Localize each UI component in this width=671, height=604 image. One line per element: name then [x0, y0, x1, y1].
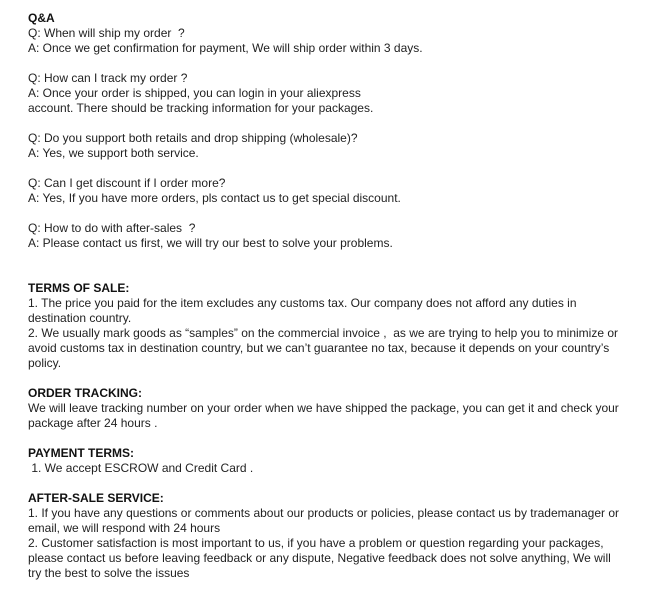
terms-of-sale-line-1: 1. The price you paid for the item excludes any customs tax. Our company does not afford any duties in [28, 296, 577, 310]
after-sale-service-heading: AFTER-SALE SERVICE: [28, 491, 164, 505]
order-tracking-section [28, 386, 661, 431]
order-tracking-line-1: We will leave tracking number on your order when we have shipped the package, you can get it and check your [28, 401, 619, 415]
qa-answer-2-line-1: A: Once your order is shipped, you can login in your aliexpress [28, 86, 361, 100]
order-tracking-heading: ORDER TRACKING: [28, 386, 142, 400]
qa-answer-2-line-2: account. There should be tracking information for your packages. [28, 101, 374, 115]
terms-of-sale-line-4: avoid customs tax in destination country, but we can’t guarantee no tax, because it depends on your country’s [28, 341, 610, 355]
qa-heading: Q&A [28, 11, 55, 25]
qa-question-3: Q: Do you support both retails and drop shipping (wholesale)? [28, 131, 358, 145]
qa-question-2: Q: How can I track my order ? [28, 71, 188, 85]
after-sale-service-line-3: 2. Customer satisfaction is most important to us, if you have a problem or question regarding your packages, [28, 536, 604, 550]
qa-answer-3: A: Yes, we support both service. [28, 146, 199, 160]
terms-of-sale-heading: TERMS OF SALE: [28, 281, 130, 295]
terms-of-sale-line-5: policy. [28, 356, 62, 370]
qa-answer-5: A: Please contact us first, we will try our best to solve your problems. [28, 236, 393, 250]
qa-answer-4: A: Yes, If you have more orders, pls contact us to get special discount. [28, 191, 401, 205]
qa-answer-1: A: Once we get confirmation for payment, We will ship order within 3 days. [28, 41, 423, 55]
qa-question-4: Q: Can I get discount if I order more? [28, 176, 226, 190]
qa-section [28, 11, 661, 251]
payment-terms-line-1: 1. We accept ESCROW and Credit Card . [28, 461, 254, 475]
after-sale-service-line-5: try the best to solve the issues [28, 566, 190, 580]
terms-of-sale-line-3: 2. We usually mark goods as “samples” on the commercial invoice , as we are trying to help you to minimize or [28, 326, 619, 340]
qa-question-1: Q: When will ship my order ? [28, 26, 185, 40]
payment-terms-heading: PAYMENT TERMS: [28, 446, 135, 460]
after-sale-service-section [28, 491, 661, 581]
qa-question-5: Q: How to do with after-sales ? [28, 221, 196, 235]
terms-of-sale-section [28, 281, 661, 371]
payment-terms-section [28, 446, 661, 476]
after-sale-service-line-2: email, we will respond with 24 hours [28, 521, 221, 535]
after-sale-service-line-1: 1. If you have any questions or comments about our products or policies, please contact us by trademanager or [28, 506, 619, 520]
after-sale-service-line-4: please contact us before leaving feedback or any dispute, Negative feedback does not solve anything, We will [28, 551, 611, 565]
terms-of-sale-line-2: destination country. [28, 311, 132, 325]
order-tracking-line-2: package after 24 hours . [28, 416, 158, 430]
